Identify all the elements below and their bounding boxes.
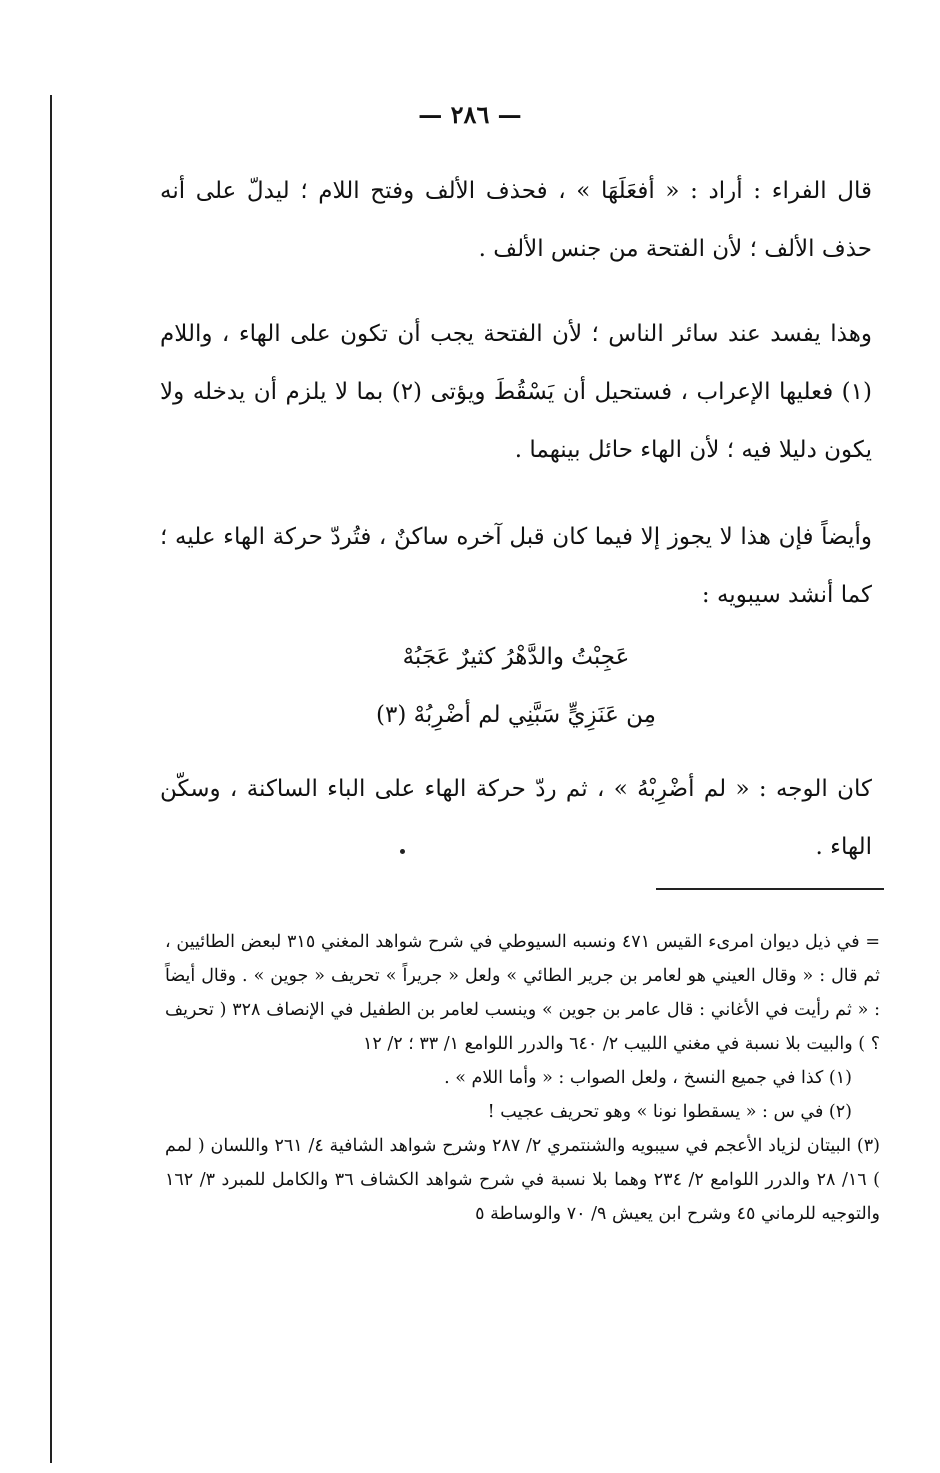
footnote-2: (٢) في س : « يسقطوا نونا » وهو تحريف عجيب !	[487, 1102, 852, 1122]
ink-dot	[400, 849, 405, 854]
footnote-3: (٣) البيتان لزياد الأعجم في سيبويه والشنتمري ٢/ ٢٨٧ وشرح شواهد الشافية ٤/ ٢٦١ واللسان ( لمم ) ١٦/ ٢٨ والدرر اللوامع ٢/ ٢٣٤ وهما بلا نسبة في شرح شواهد الكشاف ٣٦ والكامل للمبرد ٣/ ١٦٢ والتوجيه للرماني ٤٥ وشرح ابن يعيش ٩/ ٧٠ والوساطة ٥	[165, 1136, 880, 1224]
closing-paragraph: كان الوجه : « لم أضْرِبْهُ » ، ثم ردّ حركة الهاء على الباء الساكنة ، وسكّن الهاء .	[160, 776, 872, 860]
paragraph-2: وهذا يفسد عند سائر الناس ؛ لأن الفتحة يجب أن تكون على الهاء ، واللام (١) فعليها الإعراب ، فستحيل أن يَسْقُطَ ويؤتى (٢) بما لا يلزم أن يدخله ولا يكون دليلا فيه ؛ لأن الهاء حائل بينهما .	[160, 321, 872, 463]
footnotes	[165, 925, 880, 1231]
page-number: — ٢٨٦ —	[418, 100, 522, 129]
margin-line	[50, 95, 52, 1463]
footnote-continuation: = في ذيل ديوان امرىء القيس ٤٧١ ونسبه السيوطي في شرح شواهد المغني ٣١٥ لبعض الطائيين ، ثم قال : « وقال العيني هو لعامر بن جرير الطائي » ولعل « جريراً » تحريف « جوين » . وقال أيضاً : « ثم رأيت في الأغاني : قال عامر بن جوين » وينسب لعامر بن الطفيل في الإنصاف ٣٢٨ ( تحريف ؟ ) والبيت بلا نسبة في مغني اللبيب ٢/ ٦٤٠ والدرر اللوامع ١/ ٣٣ ؛ ٢/ ١٢	[165, 932, 881, 1054]
verse-line-2: مِن عَنَزِيٍّ سَبَّنِي لم أضْرِبُهْ (٣)	[375, 702, 657, 728]
paragraph-3: وأيضاً فإن هذا لا يجوز إلا فيما كان قبل آخره ساكنٌ ، فتُردّ حركة الهاء عليه ؛ كما أنشد سيبويه :	[160, 524, 872, 608]
footnote-separator	[656, 888, 884, 890]
paragraph-1: قال الفراء : أراد : « أفعَلَهَا » ، فحذف الألف وفتح اللام ؛ ليدلّ على أنه حذف الألف ؛ لأن الفتحة من جنس الألف .	[160, 178, 872, 262]
verse-line-1: عَجِبْتُ والدَّهْرُ كثيرٌ عَجَبُهْ	[402, 644, 630, 670]
footnote-1: (١) كذا في جميع النسخ ، ولعل الصواب : « وأما اللام » .	[444, 1068, 852, 1088]
